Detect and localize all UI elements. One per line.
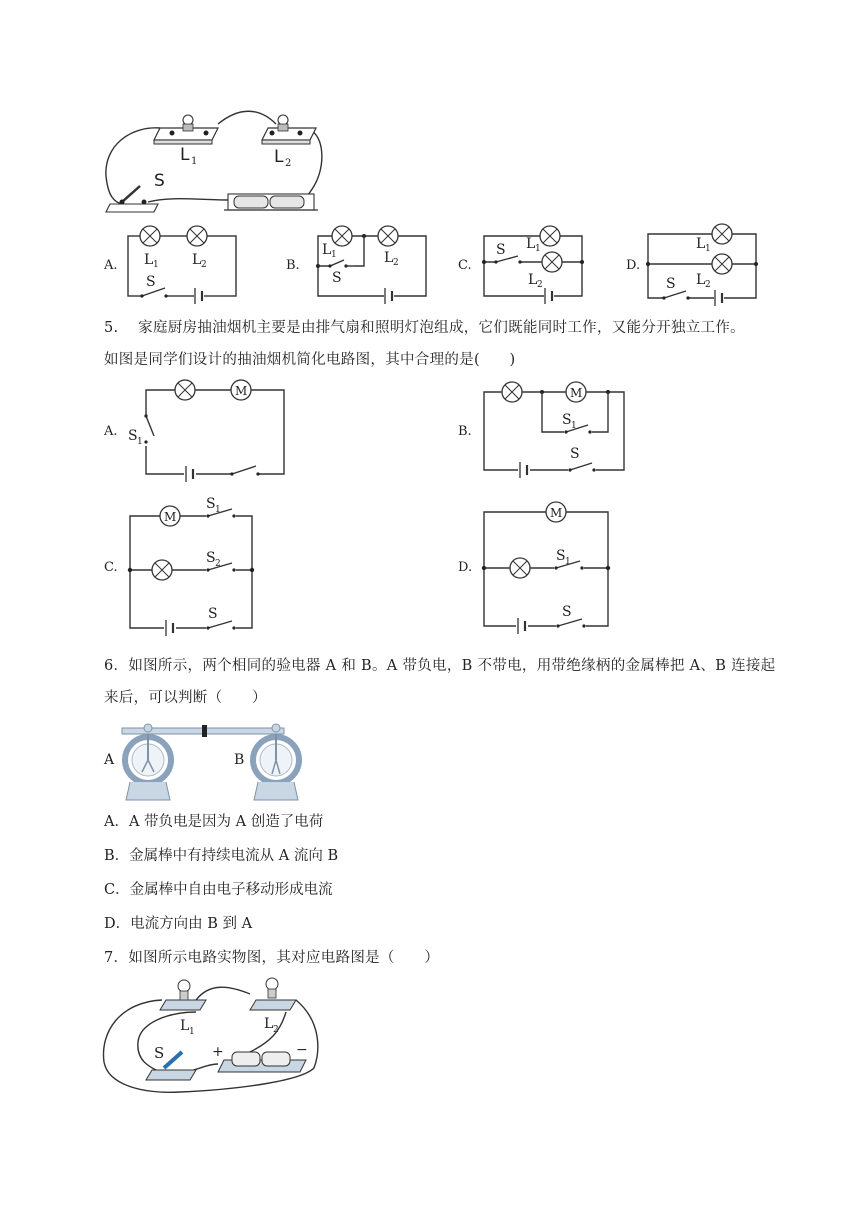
q4-option-d-diagram[interactable] <box>644 222 764 302</box>
q4a-L2-sub: 2 <box>201 260 207 270</box>
q4-option-b-diagram[interactable] <box>312 224 432 296</box>
switch-physical-label: S <box>154 171 165 191</box>
q5b-S: S <box>570 446 580 462</box>
q4a-L2: L <box>192 252 202 268</box>
q7-S: S <box>154 1044 165 1062</box>
q4d-L1-sub: 1 <box>705 244 711 254</box>
L2-subscript: 2 <box>285 158 292 169</box>
q5a-S1-sub: 1 <box>137 437 143 447</box>
q4d-S: S <box>666 276 676 292</box>
q5d-S1: S <box>556 548 566 564</box>
q5-option-c-diagram[interactable] <box>124 496 264 630</box>
q6-answer-a[interactable]: A．A 带负电是因为 A 创造了电荷 <box>104 814 324 830</box>
q5d-S: S <box>562 604 572 620</box>
q4b-S: S <box>332 270 342 286</box>
q7-question-line1: 7．如图所示电路实物图，其对应电路图是（ ） <box>104 950 440 966</box>
q7-L1: L <box>180 1018 190 1034</box>
q5c-S1-sub: 1 <box>215 505 221 515</box>
q5d-S1-sub: 1 <box>565 557 571 567</box>
q4a-L1: L <box>144 252 154 268</box>
q4-option-c-label[interactable]: C. <box>458 258 472 273</box>
q5d-motor-label: M <box>550 506 563 520</box>
q7-plus: + <box>212 1044 224 1060</box>
q4a-S: S <box>146 274 156 290</box>
q5c-S2-sub: 2 <box>215 559 221 569</box>
q4c-L2: L <box>528 272 538 288</box>
q5-option-c-label[interactable]: C. <box>104 560 118 575</box>
q4a-L1-sub: 1 <box>153 260 159 270</box>
q4-option-b-label[interactable]: B. <box>286 258 300 273</box>
q5c-motor-label: M <box>164 510 177 524</box>
q5c-S1: S <box>206 496 216 512</box>
q4c-L2-sub: 2 <box>537 280 543 290</box>
q6-question-line1: 6．如图所示，两个相同的验电器 A 和 B。A 带负电，B 不带电，用带绝缘柄的金属棒把 A、B 连接起 <box>104 658 776 674</box>
q4c-L1: L <box>526 236 536 252</box>
q4-option-a-label[interactable]: A. <box>104 258 118 273</box>
q5c-S: S <box>208 606 218 622</box>
q4b-L1: L <box>322 242 332 258</box>
L1-physical-label: L <box>180 145 190 165</box>
q4-physical-circuit <box>100 106 330 221</box>
q4d-L2: L <box>696 272 706 288</box>
q4d-L2-sub: 2 <box>705 280 711 290</box>
q6-answer-d[interactable]: D．电流方向由 B 到 A <box>104 916 253 932</box>
q5-option-b-label[interactable]: B. <box>458 424 472 439</box>
q4c-S: S <box>496 242 506 258</box>
q6-answer-b[interactable]: B．金属棒中有持续电流从 A 流向 B <box>104 848 339 864</box>
electroscope-a-label: A <box>104 752 115 768</box>
q5b-motor-label: M <box>570 386 583 400</box>
q5-question-line2: 如图是同学们设计的抽油烟机简化电路图，其中合理的是( ) <box>104 352 516 368</box>
q4c-L1-sub: 1 <box>535 244 541 254</box>
q7-L1-sub: 1 <box>189 1027 195 1037</box>
q5-option-a-label[interactable]: A. <box>104 424 118 439</box>
q5a-motor-label: M <box>235 384 248 398</box>
q4b-L2: L <box>384 250 394 266</box>
q7-physical-circuit <box>100 972 330 1102</box>
q4-option-c-diagram[interactable] <box>478 222 588 302</box>
q4-option-a-diagram[interactable] <box>122 224 242 296</box>
L1-subscript: 1 <box>191 156 198 167</box>
q5c-S2: S <box>206 550 216 566</box>
q4-option-d-label[interactable]: D. <box>626 258 641 273</box>
q4b-L2-sub: 2 <box>393 258 399 268</box>
q5-option-b-diagram[interactable] <box>478 374 628 474</box>
q5-option-d-diagram[interactable] <box>480 500 620 630</box>
q5-option-a-diagram[interactable] <box>128 376 290 476</box>
q4b-L1-sub: 1 <box>331 250 337 260</box>
q5a-S1: S <box>128 428 138 444</box>
q6-answer-c[interactable]: C．金属棒中自由电子移动形成电流 <box>104 882 333 898</box>
q6-electroscope-figure <box>104 718 294 808</box>
q7-minus: − <box>296 1042 308 1058</box>
q7-L2-sub: 2 <box>273 1025 279 1035</box>
electroscope-b-label: B <box>234 752 245 768</box>
L2-physical-label: L <box>274 147 284 167</box>
q5b-S1: S <box>562 412 572 428</box>
q6-question-line2: 来后，可以判断（ ） <box>104 690 267 706</box>
q5-question-line1: 5. 家庭厨房抽油烟机主要是由排气扇和照明灯泡组成，它们既能同时工作，又能分开独立工作。 <box>104 320 745 336</box>
q4d-L1: L <box>696 236 706 252</box>
q7-L2: L <box>264 1016 274 1032</box>
q5-option-d-label[interactable]: D. <box>458 560 473 575</box>
q5b-S1-sub: 1 <box>571 421 577 431</box>
